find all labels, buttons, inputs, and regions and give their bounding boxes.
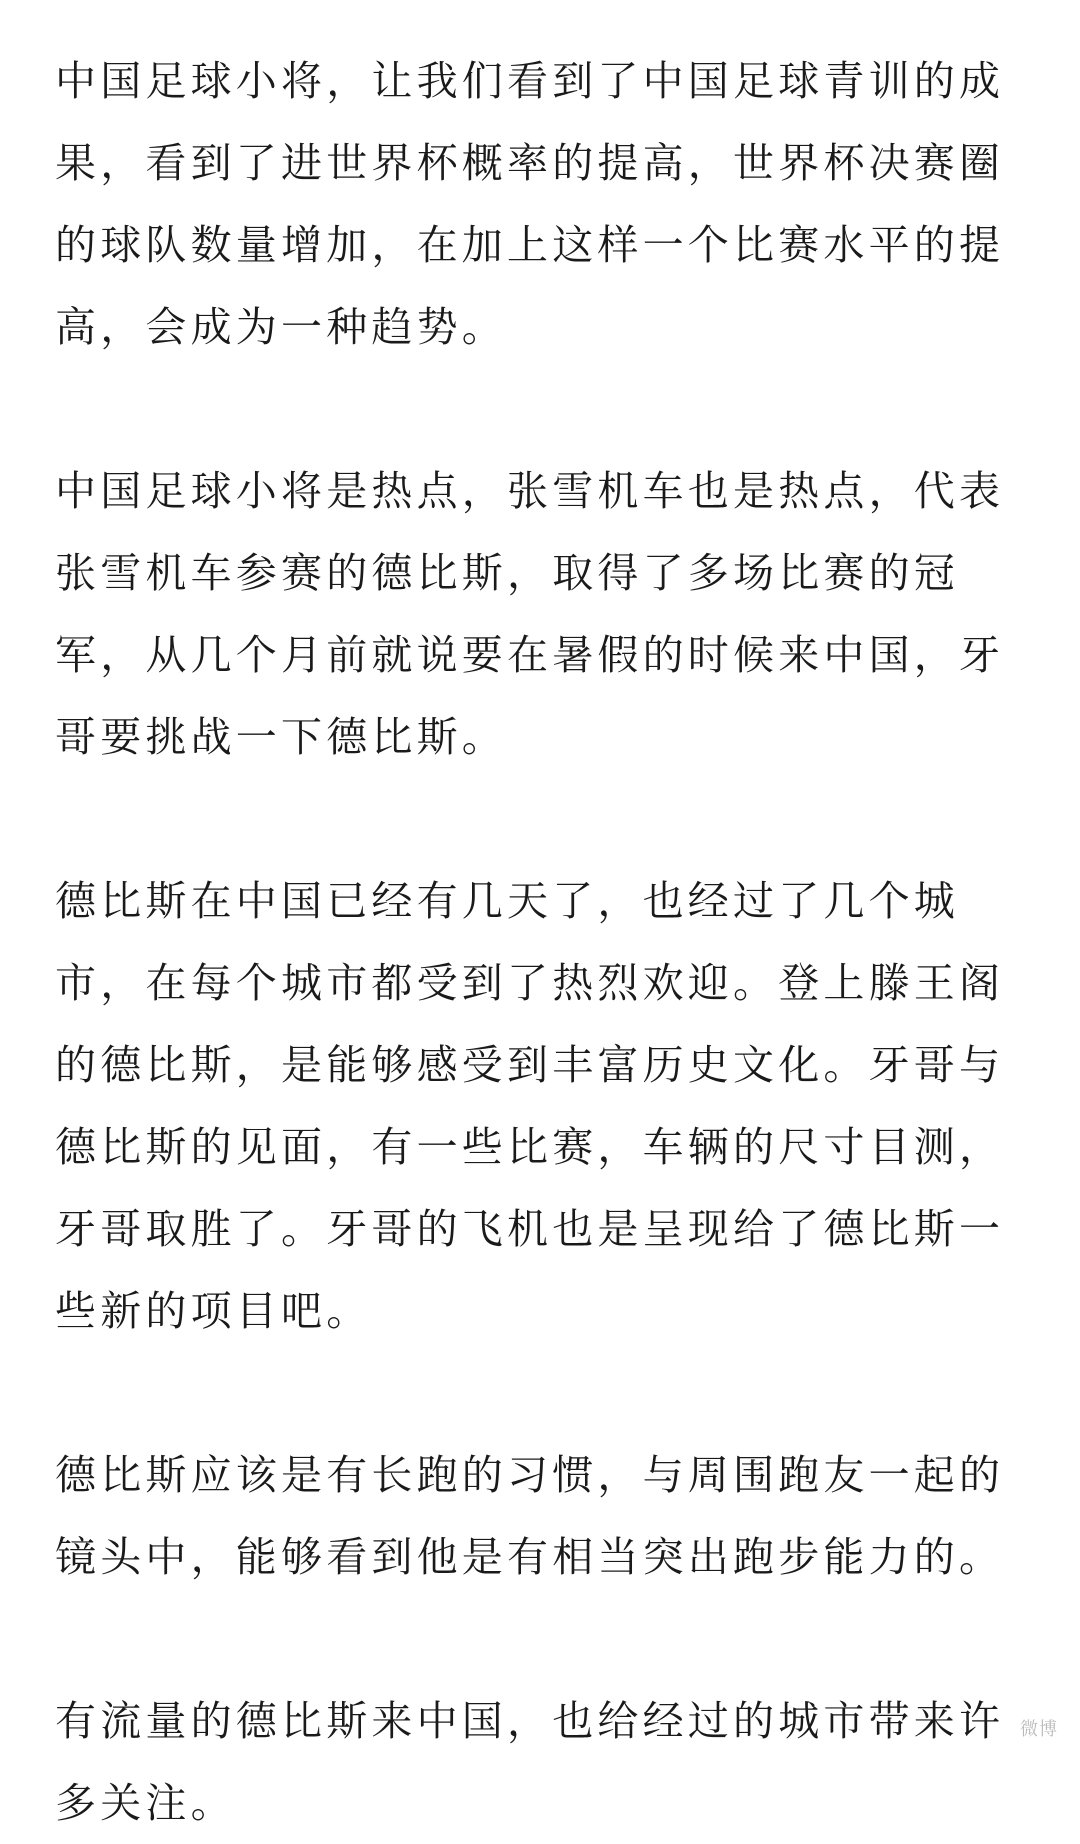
article-body xyxy=(55,40,1025,1844)
text-line: 些新的项目吧。 xyxy=(55,1287,372,1335)
paragraph-2 xyxy=(55,450,1025,778)
text-line: 军，从几个月前就说要在暑假的时候来中国，牙 xyxy=(55,631,1005,679)
text-line: 张雪机车参赛的德比斯，取得了多场比赛的冠 xyxy=(55,549,959,597)
text-line: 多关注。 xyxy=(55,1779,236,1827)
text-line: 中国足球小将是热点，张雪机车也是热点，代表 xyxy=(55,467,1005,515)
text-line: 德比斯应该是有长跑的习惯，与周围跑友一起的 xyxy=(55,1451,1005,1499)
watermark: 微博 xyxy=(1020,1719,1058,1740)
paragraph-3 xyxy=(55,860,1025,1352)
paragraph-5 xyxy=(55,1680,1025,1844)
text-line: 的球队数量增加，在加上这样一个比赛水平的提 xyxy=(55,221,1005,269)
text-line: 果，看到了进世界杯概率的提高，世界杯决赛圈 xyxy=(55,139,1005,187)
text-line: 高，会成为一种趋势。 xyxy=(55,303,507,351)
text-line: 市，在每个城市都受到了热烈欢迎。登上滕王阁 xyxy=(55,959,1005,1007)
text-line: 哥要挑战一下德比斯。 xyxy=(55,713,507,761)
paragraph-4 xyxy=(55,1434,1025,1598)
text-line: 镜头中，能够看到他是有相当突出跑步能力的。 xyxy=(55,1533,1005,1581)
text-line: 牙哥取胜了。牙哥的飞机也是呈现给了德比斯一 xyxy=(55,1205,1005,1253)
text-line: 有流量的德比斯来中国，也给经过的城市带来许 xyxy=(55,1697,1005,1745)
text-line: 德比斯在中国已经有几天了，也经过了几个城 xyxy=(55,877,959,925)
text-line: 的德比斯，是能够感受到丰富历史文化。牙哥与 xyxy=(55,1041,1005,1089)
text-line: 中国足球小将，让我们看到了中国足球青训的成 xyxy=(55,57,1005,105)
paragraph-1 xyxy=(55,40,1025,368)
text-line: 德比斯的见面，有一些比赛，车辆的尺寸目测， xyxy=(55,1123,1005,1171)
